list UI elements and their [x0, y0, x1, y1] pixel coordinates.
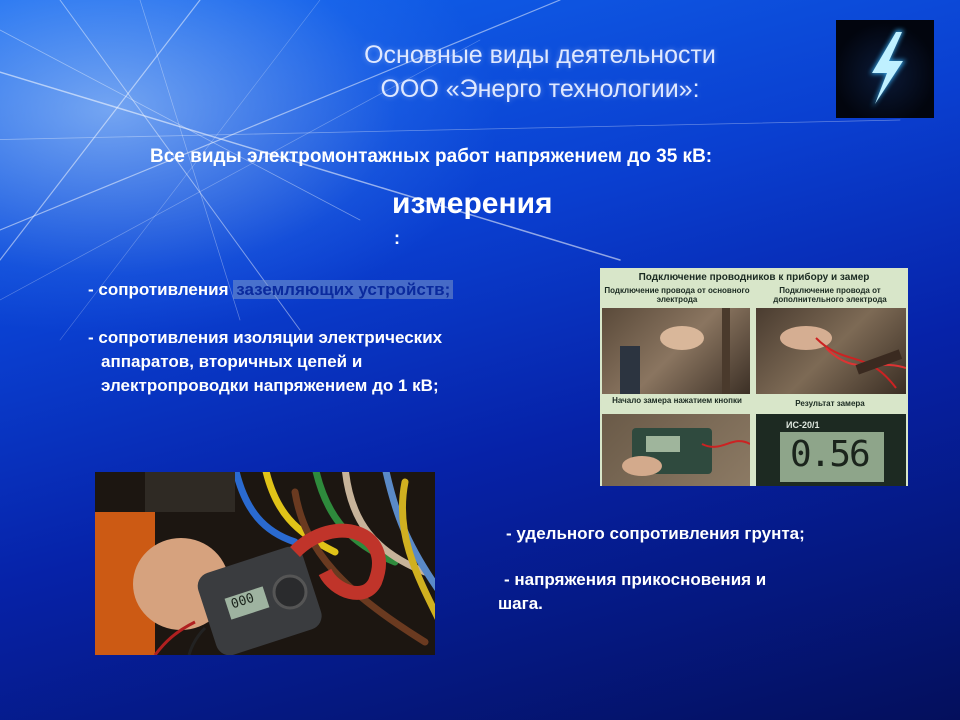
photo-caption: Начало замера нажатием кнопки [612, 396, 742, 405]
clamp-meter-reading: 000 [229, 590, 257, 613]
intro-text: Все виды электромонтажных работ напряжением до 35 кВ: [150, 146, 713, 167]
photo-cell-aux-electrode [756, 308, 906, 394]
item-line: шага. [498, 594, 543, 613]
list-item-insulation [88, 326, 442, 398]
photo-caption: Результат замера [795, 399, 865, 408]
item-line: аппаратов, вторичных цепей и [101, 352, 363, 371]
lightning-bolt-icon [836, 20, 934, 118]
meter-label: ИС-20/1 [786, 420, 820, 430]
item-line: электропроводки напряжением до 1 кВ; [101, 376, 439, 395]
photo-cell-start-measure [602, 414, 750, 486]
list-item-soil: - удельного сопротивления грунта; [506, 524, 805, 543]
measurement-instruction-photo [600, 268, 908, 486]
item-highlight: заземляющих устройств; [233, 280, 453, 299]
section-heading: измерения [392, 187, 553, 220]
title-line-2: ООО «Энерго технологии»: [380, 75, 700, 103]
meter-reading: 0.56 [790, 434, 869, 475]
item-line: - напряжения прикосновения и [504, 570, 767, 589]
section-heading-colon: : [394, 228, 400, 248]
clamp-meter-photo [95, 472, 435, 655]
photo-cell-main-electrode [602, 308, 750, 394]
list-item-grounding [88, 278, 453, 302]
lightning-bolt-logo [836, 20, 934, 118]
slide-title [250, 38, 830, 106]
item-line: - сопротивления изоляции электрических [88, 328, 443, 347]
title-line-1: Основные виды деятельности [364, 41, 716, 69]
item-prefix: - сопротивления [88, 280, 234, 299]
photo-caption: Подключение провода от дополнительного электрода [773, 286, 887, 304]
photo-cell-result [756, 414, 906, 486]
photo-title: Подключение проводников к прибору и замер [638, 272, 870, 283]
list-item-touch-voltage [498, 568, 918, 616]
photo-caption: Подключение провода от основного электрода [604, 286, 750, 304]
